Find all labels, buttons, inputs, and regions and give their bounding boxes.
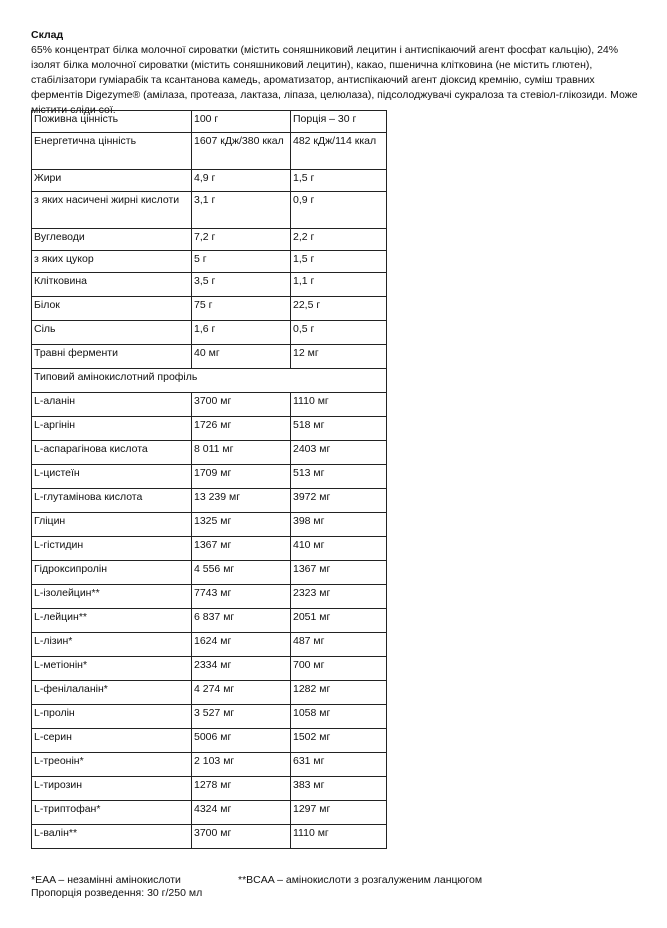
cell-nutrient: Травні ферменти: [32, 345, 192, 369]
table-row: [32, 321, 387, 345]
cell-per-100g: 75 г: [192, 297, 291, 321]
table-row: [32, 705, 387, 729]
cell-per-100g: 8 011 мг: [192, 441, 291, 465]
cell-per-portion: 410 мг: [291, 537, 387, 561]
cell-nutrient: L-цистеїн: [32, 465, 192, 489]
cell-per-100g: 1726 мг: [192, 417, 291, 441]
cell-per-100g: 4324 мг: [192, 801, 291, 825]
cell-per-100g: 4 556 мг: [192, 561, 291, 585]
cell-per-portion: 398 мг: [291, 513, 387, 537]
cell-nutrient: L-триптофан*: [32, 801, 192, 825]
table-row: [32, 777, 387, 801]
cell-per-100g: 13 239 мг: [192, 489, 291, 513]
table-row: [32, 825, 387, 849]
cell-per-100g: 7,2 г: [192, 229, 291, 251]
cell-nutrient: Жири: [32, 170, 192, 192]
cell-nutrient: Сіль: [32, 321, 192, 345]
table-row: [32, 441, 387, 465]
cell-nutrient: з яких насичені жирні кислоти: [32, 192, 192, 229]
table-row: [32, 489, 387, 513]
cell-nutrient: L-треонін*: [32, 753, 192, 777]
cell-nutrient: L-серин: [32, 729, 192, 753]
table-row: [32, 170, 387, 192]
cell-per-portion: 1058 мг: [291, 705, 387, 729]
cell-nutrient: L-лізин*: [32, 633, 192, 657]
cell-nutrient: L-аргінін: [32, 417, 192, 441]
table-header-row: [32, 111, 387, 133]
table-row: [32, 273, 387, 297]
table-row: [32, 729, 387, 753]
table-row: [32, 133, 387, 170]
cell-nutrient: Вуглеводи: [32, 229, 192, 251]
cell-per-portion: 513 мг: [291, 465, 387, 489]
cell-per-100g: 5 г: [192, 251, 291, 273]
table-row: [32, 657, 387, 681]
cell-nutrient: L-валін**: [32, 825, 192, 849]
table-row: [32, 753, 387, 777]
cell-per-portion: 1,1 г: [291, 273, 387, 297]
cell-nutrient: L-пролін: [32, 705, 192, 729]
cell-per-portion: 1,5 г: [291, 170, 387, 192]
cell-per-100g: 3700 мг: [192, 825, 291, 849]
cell-per-100g: 4,9 г: [192, 170, 291, 192]
cell-per-portion: 2,2 г: [291, 229, 387, 251]
cell-per-100g: 5006 мг: [192, 729, 291, 753]
table-row: [32, 192, 387, 229]
cell-per-100g: 6 837 мг: [192, 609, 291, 633]
cell-nutrient: L-тирозин: [32, 777, 192, 801]
cell-nutrient: L-метіонін*: [32, 657, 192, 681]
cell-per-100g: 1607 кДж/380 ккал: [192, 133, 291, 170]
table-row: [32, 681, 387, 705]
cell-per-portion: 1,5 г: [291, 251, 387, 273]
cell-per-100g: 1,6 г: [192, 321, 291, 345]
amino-section-row: [32, 369, 387, 393]
cell-per-100g: 1278 мг: [192, 777, 291, 801]
cell-per-100g: 3,5 г: [192, 273, 291, 297]
cell-nutrient: Клітковина: [32, 273, 192, 297]
cell-nutrient: з яких цукор: [32, 251, 192, 273]
table-row: [32, 801, 387, 825]
cell-per-100g: 3 527 мг: [192, 705, 291, 729]
cell-nutrient: Гліцин: [32, 513, 192, 537]
cell-nutrient: L-глутамінова кислота: [32, 489, 192, 513]
table-row: [32, 585, 387, 609]
cell-per-portion: 1110 мг: [291, 825, 387, 849]
cell-per-portion: 12 мг: [291, 345, 387, 369]
table-row: [32, 297, 387, 321]
nutrition-table-body: [32, 111, 387, 849]
amino-section-label: Типовий амінокислотний профіль: [32, 369, 387, 393]
cell-per-portion: 383 мг: [291, 777, 387, 801]
dilution-ratio: Пропорція розведення: 30 г/250 мл: [31, 887, 203, 899]
cell-per-100g: 7743 мг: [192, 585, 291, 609]
cell-per-100g: 40 мг: [192, 345, 291, 369]
table-row: [32, 465, 387, 489]
table-row: [32, 251, 387, 273]
cell-nutrient: Білок: [32, 297, 192, 321]
cell-per-portion: 1502 мг: [291, 729, 387, 753]
footnote-bcaa: **BCAA – амінокислоти з розгалуженим ланцюгом: [238, 874, 483, 886]
composition-block: [31, 28, 646, 118]
cell-nutrient: Енергетична цінність: [32, 133, 192, 170]
table-row: [32, 513, 387, 537]
cell-per-portion: 1297 мг: [291, 801, 387, 825]
cell-per-portion: 0,5 г: [291, 321, 387, 345]
cell-per-portion: 2051 мг: [291, 609, 387, 633]
cell-per-100g: 3700 мг: [192, 393, 291, 417]
cell-nutrient: L-гістидин: [32, 537, 192, 561]
cell-nutrient: L-аланін: [32, 393, 192, 417]
nutrition-table: [31, 110, 387, 849]
table-row: [32, 633, 387, 657]
cell-per-portion: 1110 мг: [291, 393, 387, 417]
header-cell-per-portion: Порція – 30 г: [291, 111, 387, 133]
cell-nutrient: L-фенілаланін*: [32, 681, 192, 705]
cell-nutrient: L-аспарагінова кислота: [32, 441, 192, 465]
table-row: [32, 229, 387, 251]
header-cell-per-100g: 100 г: [192, 111, 291, 133]
header-cell-nutrient: Поживна цінність: [32, 111, 192, 133]
table-row: [32, 561, 387, 585]
table-row: [32, 537, 387, 561]
cell-per-100g: 1367 мг: [192, 537, 291, 561]
cell-per-100g: 1624 мг: [192, 633, 291, 657]
cell-per-portion: 482 кДж/114 ккал: [291, 133, 387, 170]
composition-text: 65% концентрат білка молочної сироватки (містить соняшниковий лецитин і антиспікаючий агент фосфат кальцію), 24% ізолят білка молочної сироватки (містить соняшниковий лецитин), какао, пшенична клітковина (не містить глютен), стабілізатори гуміарабік та ксантанова камедь, ароматизатор, антиспікаючий агент діоксид кремнію, суміш травних ферментів Digezyme® (амілаза, протеаза, лактаза, ліпаза, целюлаза), підсолоджувачі сукралоза та стевіол-глікозиди. Може містити сліди сої.: [31, 44, 638, 116]
cell-per-100g: 3,1 г: [192, 192, 291, 229]
cell-per-portion: 700 мг: [291, 657, 387, 681]
cell-per-portion: 0,9 г: [291, 192, 387, 229]
cell-per-portion: 1282 мг: [291, 681, 387, 705]
cell-per-100g: 1325 мг: [192, 513, 291, 537]
cell-per-portion: 1367 мг: [291, 561, 387, 585]
cell-per-portion: 2403 мг: [291, 441, 387, 465]
table-row: [32, 345, 387, 369]
cell-per-100g: 2 103 мг: [192, 753, 291, 777]
table-row: [32, 417, 387, 441]
table-row: [32, 609, 387, 633]
cell-per-portion: 3972 мг: [291, 489, 387, 513]
cell-per-100g: 1709 мг: [192, 465, 291, 489]
cell-per-100g: 4 274 мг: [192, 681, 291, 705]
cell-per-100g: 2334 мг: [192, 657, 291, 681]
cell-per-portion: 487 мг: [291, 633, 387, 657]
cell-nutrient: L-ізолейцин**: [32, 585, 192, 609]
cell-per-portion: 2323 мг: [291, 585, 387, 609]
cell-per-portion: 22,5 г: [291, 297, 387, 321]
footnote-eaa: *EAA – незамінні амінокислоти: [31, 874, 181, 886]
cell-per-portion: 631 мг: [291, 753, 387, 777]
composition-heading: Склад: [31, 29, 64, 41]
cell-per-portion: 518 мг: [291, 417, 387, 441]
table-row: [32, 393, 387, 417]
cell-nutrient: Гідроксипролін: [32, 561, 192, 585]
cell-nutrient: L-лейцин**: [32, 609, 192, 633]
